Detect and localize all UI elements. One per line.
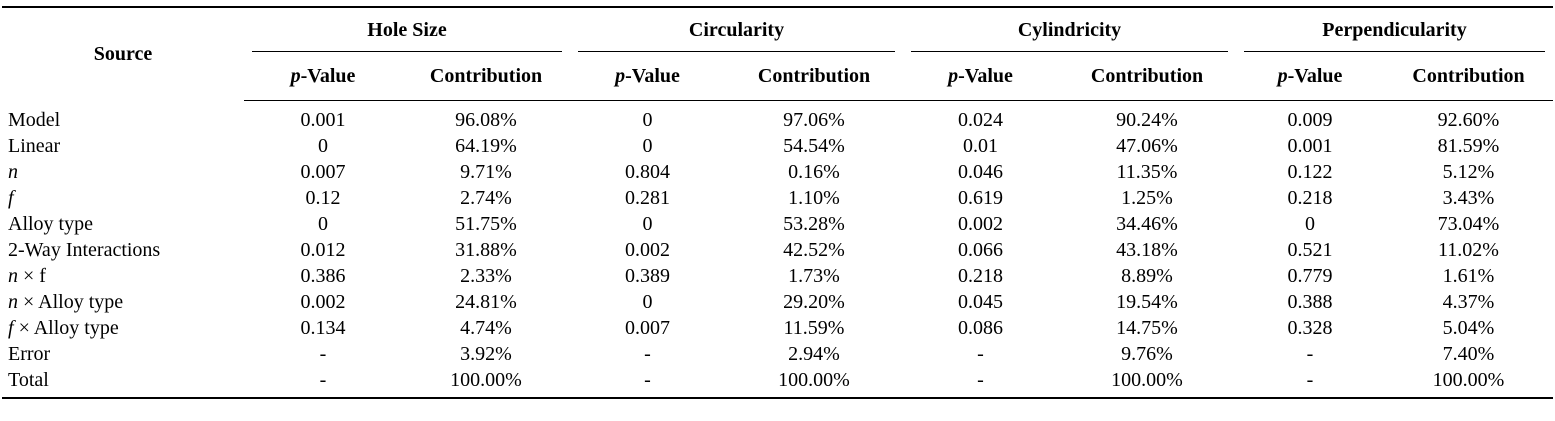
contribution-cell: 64.19% <box>455 135 517 157</box>
p-value-cell: - <box>644 343 651 365</box>
contribution-cell: 29.20% <box>783 291 845 313</box>
contribution-cell: 11.35% <box>1116 161 1178 183</box>
p-value-header <box>570 52 725 101</box>
contribution-cell: 1.25% <box>1121 187 1173 209</box>
group-header-hole-size: Hole Size <box>244 7 570 52</box>
p-value-cell: 0.521 <box>1287 239 1333 261</box>
p-value-cell: 0 <box>642 213 653 235</box>
row-source-cell: Model <box>8 108 61 131</box>
contribution-cell: 96.08% <box>455 109 517 131</box>
factor-symbol: n <box>8 291 18 313</box>
p-value-cell: 0.009 <box>1287 109 1333 131</box>
contribution-cell: 100.00% <box>725 367 903 398</box>
row-source-cell: Total <box>2 367 244 398</box>
group-header-circularity: Circularity <box>570 7 903 52</box>
p-value-label: -Value <box>958 64 1013 87</box>
group-header-perpendicularity: Perpendicularity <box>1236 7 1553 52</box>
contribution-cell: 100.00% <box>402 367 570 398</box>
anova-table <box>2 6 1553 399</box>
table-body <box>2 101 1553 399</box>
contribution-cell: 53.28% <box>783 213 845 235</box>
anova-table-container <box>2 0 1553 399</box>
p-value-cell: 0.007 <box>300 161 346 183</box>
contribution-cell: 100.00% <box>1058 367 1236 398</box>
p-value-cell: 0.281 <box>625 187 670 209</box>
contribution-cell: 4.74% <box>460 317 512 339</box>
p-value-header <box>1236 52 1384 101</box>
table-row <box>2 367 1553 398</box>
p-value-cell: 0.01 <box>963 135 999 157</box>
contribution-cell: 7.40% <box>1442 343 1495 365</box>
contribution-cell: 5.04% <box>1442 317 1495 339</box>
p-value-cell: 0 <box>1305 213 1316 235</box>
p-value-cell: 0.066 <box>958 239 1004 261</box>
contribution-cell: 8.89% <box>1121 265 1173 287</box>
table-row <box>2 101 1553 134</box>
p-symbol: p <box>948 64 959 87</box>
row-source-cell: 2-Way Interactions <box>8 239 161 261</box>
p-value-cell: 0.046 <box>958 161 1004 183</box>
p-value-cell: 0.779 <box>1287 265 1333 287</box>
contribution-cell: 9.71% <box>460 161 512 183</box>
contribution-cell: 3.43% <box>1442 187 1495 209</box>
contribution-header: Contribution <box>402 52 570 101</box>
contribution-cell: 47.06% <box>1116 135 1178 157</box>
p-value-cell: 0.007 <box>625 317 670 339</box>
contribution-cell: 100.00% <box>1384 367 1553 398</box>
row-source-cell: Linear <box>8 135 61 157</box>
table-row <box>2 237 1553 263</box>
contribution-cell: 2.74% <box>460 187 512 209</box>
contribution-cell: 1.61% <box>1442 265 1495 287</box>
p-symbol: p <box>615 64 626 87</box>
header-row-groups <box>2 7 1553 52</box>
p-value-cell: - <box>319 343 327 365</box>
p-value-cell: 0.086 <box>958 317 1004 339</box>
p-value-cell: 0.002 <box>300 291 346 313</box>
p-value-header <box>903 52 1058 101</box>
p-value-label: -Value <box>1287 64 1343 87</box>
contribution-cell: 73.04% <box>1437 213 1500 235</box>
factor-symbol: f <box>8 317 14 339</box>
contribution-cell: 43.18% <box>1116 239 1178 261</box>
table-row <box>2 159 1553 185</box>
p-value-cell: 0.388 <box>1287 291 1333 313</box>
contribution-cell: 5.12% <box>1442 161 1495 183</box>
p-value-label: -Value <box>300 64 356 87</box>
p-value-cell: 0.218 <box>958 265 1004 287</box>
p-value-cell: 0.122 <box>1287 161 1333 183</box>
source-header: Source <box>2 7 244 101</box>
row-source-cell: f × Alloy type <box>8 317 119 339</box>
row-source-cell: n × f <box>8 265 46 287</box>
contribution-cell: 34.46% <box>1116 213 1178 235</box>
contribution-cell: 2.94% <box>788 343 840 365</box>
p-value-cell: 0 <box>318 213 328 235</box>
contribution-cell: 2.33% <box>460 265 512 287</box>
p-value-cell: 0.389 <box>625 265 670 287</box>
contribution-cell: 24.81% <box>455 291 517 313</box>
table-row <box>2 289 1553 315</box>
contribution-cell: 3.92% <box>460 343 512 365</box>
p-value-header <box>244 52 402 101</box>
contribution-cell: 42.52% <box>783 239 845 261</box>
p-value-cell: 0 <box>642 291 653 313</box>
p-value-cell: 0.218 <box>1287 187 1333 209</box>
p-value-cell: 0.045 <box>958 291 1004 313</box>
contribution-cell: 1.10% <box>788 187 840 209</box>
p-value-cell: - <box>570 367 725 398</box>
p-value-cell: 0.12 <box>305 187 341 209</box>
p-value-cell: 0.012 <box>300 239 346 261</box>
row-source-cell: Error <box>8 343 51 365</box>
contribution-cell: 54.54% <box>783 135 845 157</box>
p-symbol: p <box>1277 64 1288 87</box>
p-value-label: -Value <box>625 64 680 87</box>
contribution-cell: 0.16% <box>788 161 840 183</box>
factor-symbol: f <box>8 187 14 209</box>
contribution-header: Contribution <box>1058 52 1236 101</box>
p-value-cell: 0.386 <box>300 265 346 287</box>
contribution-header: Contribution <box>725 52 903 101</box>
p-value-cell: - <box>977 343 984 365</box>
contribution-cell: 1.73% <box>788 265 840 287</box>
table-row <box>2 315 1553 341</box>
contribution-cell: 81.59% <box>1437 135 1500 157</box>
p-value-cell: - <box>1306 343 1314 365</box>
row-source-cell <box>2 159 244 185</box>
p-value-cell: 0.002 <box>958 213 1004 235</box>
p-value-cell: 0.619 <box>958 187 1004 209</box>
group-header-cylindricity: Cylindricity <box>903 7 1236 52</box>
contribution-cell: 90.24% <box>1116 109 1178 131</box>
p-value-cell: 0 <box>318 135 328 157</box>
contribution-cell: 11.59% <box>783 317 845 339</box>
contribution-cell: 19.54% <box>1116 291 1178 313</box>
p-value-cell: 0.024 <box>958 109 1004 131</box>
p-value-cell: - <box>903 367 1058 398</box>
contribution-cell: 31.88% <box>455 239 517 261</box>
contribution-cell: 97.06% <box>783 109 845 131</box>
p-value-cell: 0 <box>642 135 653 157</box>
contribution-cell: 11.02% <box>1438 239 1499 261</box>
contribution-cell: 51.75% <box>455 213 517 235</box>
p-value-cell: 0 <box>642 109 653 131</box>
p-value-cell: 0.328 <box>1287 317 1333 339</box>
p-value-cell: - <box>1236 367 1384 398</box>
table-header <box>2 7 1553 101</box>
factor-symbol: n <box>8 161 18 183</box>
contribution-header: Contribution <box>1384 52 1553 101</box>
p-value-cell: 0.001 <box>1287 135 1333 157</box>
contribution-cell: 9.76% <box>1121 343 1173 365</box>
contribution-cell: 4.37% <box>1442 291 1495 313</box>
row-source-cell <box>2 185 244 211</box>
contribution-cell: 92.60% <box>1437 109 1500 131</box>
p-value-cell: 0.804 <box>625 161 670 183</box>
table-row <box>2 133 1553 159</box>
contribution-cell: 14.75% <box>1116 317 1178 339</box>
table-row <box>2 263 1553 289</box>
table-row <box>2 211 1553 237</box>
table-row <box>2 185 1553 211</box>
p-symbol: p <box>290 64 301 87</box>
p-value-cell: 0.002 <box>625 239 670 261</box>
table-row <box>2 341 1553 367</box>
row-source-cell: n × Alloy type <box>8 291 124 313</box>
row-source-cell: Alloy type <box>8 213 93 235</box>
factor-symbol: n <box>8 265 18 287</box>
p-value-cell: 0.001 <box>300 109 346 131</box>
p-value-cell: - <box>244 367 402 398</box>
p-value-cell: 0.134 <box>300 317 346 339</box>
